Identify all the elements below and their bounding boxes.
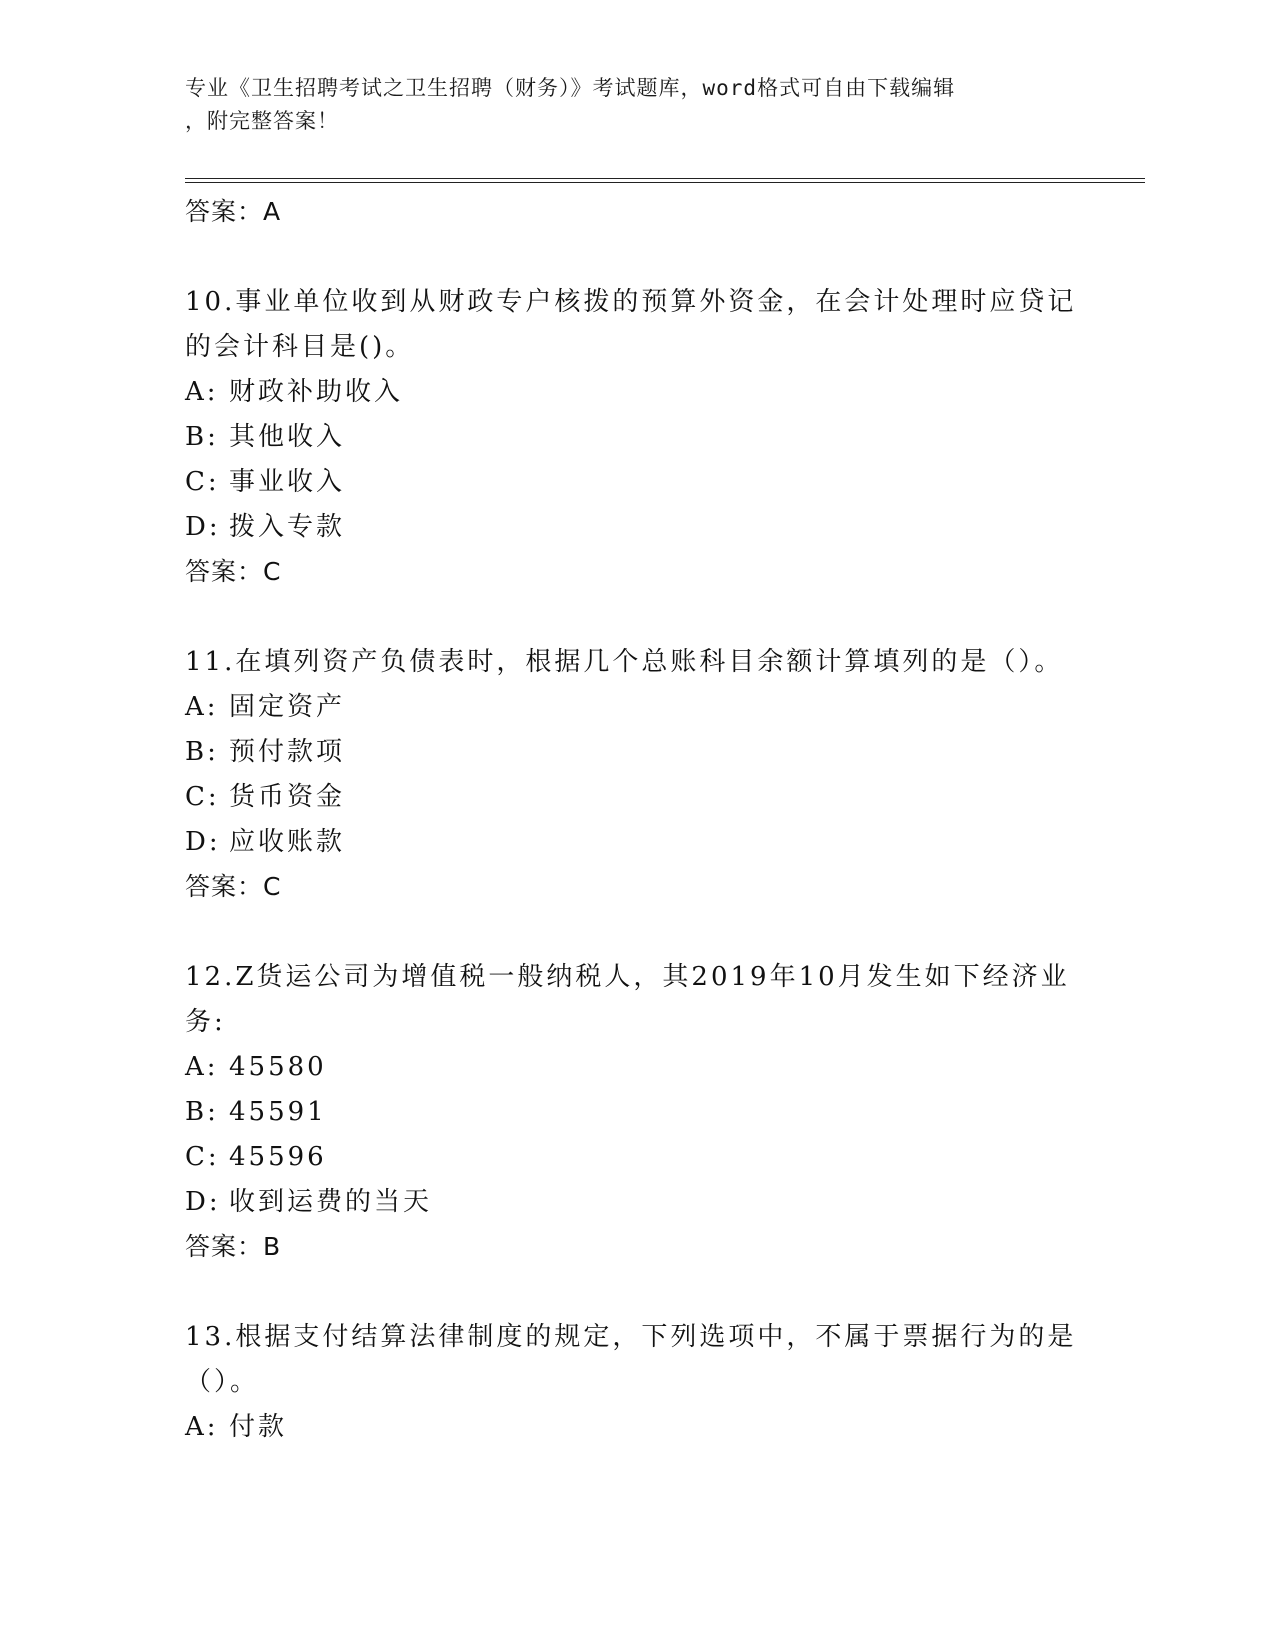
option-label: A:: [185, 1412, 219, 1442]
question-list: [185, 190, 1085, 1450]
question-stem-line-2: 务:: [185, 1007, 226, 1037]
option-text: 其他收入: [229, 422, 346, 452]
question-stem-line-1: 11.在填列资产负债表时，根据几个总账科目余额计算填列的是（）。: [185, 647, 1064, 677]
option-text: 财政补助收入: [229, 377, 404, 407]
option-d: [185, 505, 1085, 550]
answer-line: 答案：C: [185, 872, 282, 901]
option-label: B:: [185, 422, 219, 452]
option-c: [185, 460, 1085, 505]
question-12: [185, 955, 1085, 1269]
question-stem-line-1: 10.事业单位收到从财政专户核拨的预算外资金，在会计处理时应贷记: [185, 287, 1077, 317]
option-a: [185, 370, 1085, 415]
question-stem-line-1: 12.Z货运公司为增值税一般纳税人，其2019年10月发生如下经济业: [185, 962, 1070, 992]
option-label: C:: [185, 1142, 220, 1172]
answer-line: 答案：B: [185, 1232, 282, 1261]
option-b: [185, 730, 1085, 775]
option-label: A:: [185, 377, 219, 407]
option-text: 预付款项: [229, 737, 346, 767]
option-text: 拨入专款: [229, 512, 346, 542]
option-label: A:: [185, 692, 219, 722]
answer-line: 答案：A: [185, 197, 282, 226]
option-label: C:: [185, 467, 220, 497]
question-stem-line-2: 的会计科目是()。: [185, 332, 415, 362]
option-label: B:: [185, 737, 219, 767]
option-text: 45591: [229, 1097, 327, 1127]
option-d: [185, 820, 1085, 865]
document-header: [185, 72, 1065, 138]
option-label: D:: [185, 1187, 221, 1217]
option-a: [185, 685, 1085, 730]
option-text: 事业收入: [229, 467, 346, 497]
option-label: D:: [185, 827, 221, 857]
option-text: 付款: [229, 1412, 288, 1442]
header-divider-top: [185, 178, 1145, 179]
option-b: [185, 415, 1085, 460]
option-a: [185, 1045, 1085, 1090]
option-d: [185, 1180, 1085, 1225]
question-stem-line-1: 13.根据支付结算法律制度的规定，下列选项中，不属于票据行为的是: [185, 1322, 1077, 1352]
option-text: 应收账款: [229, 827, 346, 857]
question-11: [185, 640, 1085, 909]
option-label: C:: [185, 782, 220, 812]
question-13: [185, 1315, 1085, 1450]
header-divider-bottom: [185, 182, 1145, 183]
option-c: [185, 775, 1085, 820]
option-text: 45580: [229, 1052, 327, 1082]
header-line-2: ，附完整答案！: [185, 109, 339, 133]
option-b: [185, 1090, 1085, 1135]
option-c: [185, 1135, 1085, 1180]
option-text: 45596: [229, 1142, 327, 1172]
option-text: 固定资产: [229, 692, 346, 722]
option-label: B:: [185, 1097, 219, 1127]
option-label: D:: [185, 512, 221, 542]
answer-line: 答案：C: [185, 557, 282, 586]
question-10: [185, 280, 1085, 594]
option-label: A:: [185, 1052, 219, 1082]
option-text: 货币资金: [229, 782, 346, 812]
header-line-1: 专业《卫生招聘考试之卫生招聘（财务）》考试题库，word格式可自由下载编辑: [185, 76, 956, 100]
question-stem-line-2: （）。: [185, 1367, 260, 1397]
option-a: [185, 1405, 1085, 1450]
option-text: 收到运费的当天: [229, 1187, 433, 1217]
